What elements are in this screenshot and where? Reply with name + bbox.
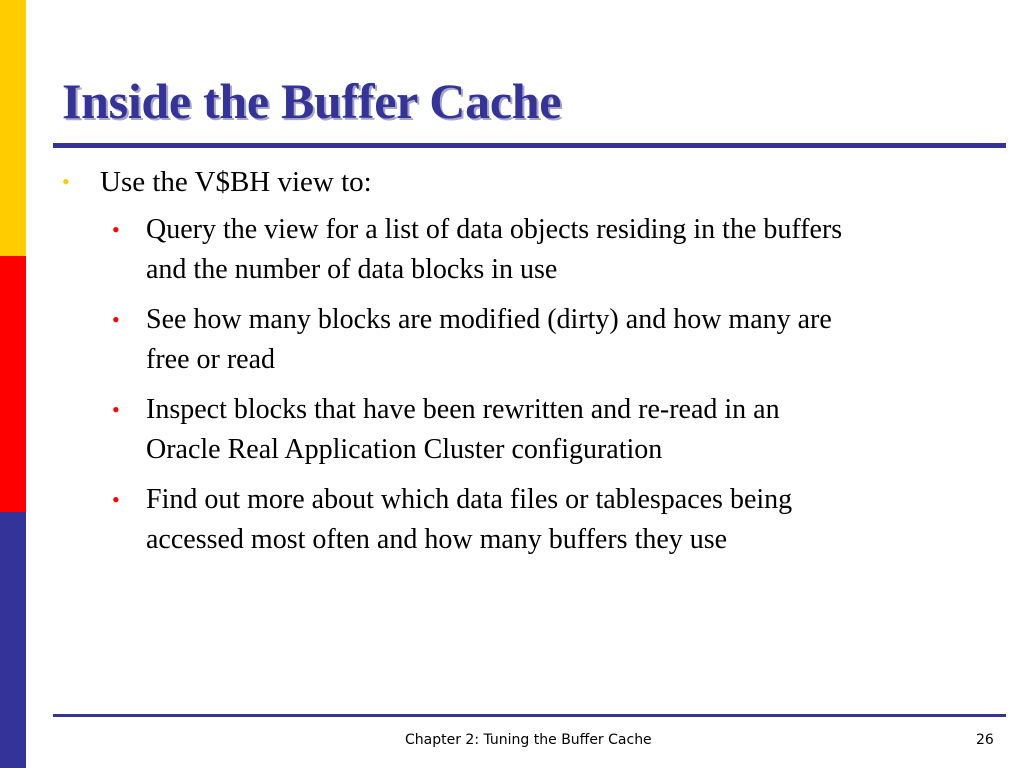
sub-bullet-marker: • — [112, 397, 120, 422]
left-stripe-red — [0, 256, 26, 512]
sub-bullet-line-2: and the number of data blocks in use — [146, 254, 558, 285]
footer-rule — [53, 714, 1006, 717]
footer-page-number: 26 — [976, 732, 994, 748]
sub-bullet-list — [112, 210, 1002, 570]
sub-bullet-line-1: See how many blocks are modified (dirty) and how many are — [146, 304, 832, 335]
sub-bullet-marker: • — [112, 217, 120, 242]
sub-bullet-item — [112, 480, 1002, 560]
sub-bullet-line-2: free or read — [146, 344, 276, 375]
sub-bullet-line-1: Query the view for a list of data objects residing in the buffers — [146, 214, 843, 245]
sub-bullet-marker: • — [112, 307, 120, 332]
sub-bullet-line-2: accessed most often and how many buffers they use — [146, 524, 728, 555]
sub-bullet-item — [112, 300, 1002, 380]
main-bullet-text: Use the V$BH view to: — [100, 166, 372, 198]
left-stripe-blue — [0, 512, 26, 768]
sub-bullet-item — [112, 210, 1002, 290]
title-underline — [53, 143, 1006, 148]
sub-bullet-item — [112, 390, 1002, 470]
main-bullet-marker: • — [62, 169, 70, 194]
footer-chapter-title: Chapter 2: Tuning the Buffer Cache — [405, 732, 652, 748]
left-stripe-yellow — [0, 0, 26, 256]
sub-bullet-line-1: Find out more about which data files or tablespaces being — [146, 484, 793, 515]
sub-bullet-line-2: Oracle Real Application Cluster configuration — [146, 434, 663, 465]
sub-bullet-line-1: Inspect blocks that have been rewritten and re-read in an — [146, 394, 780, 425]
slide-title: Inside the Buffer Cache — [62, 73, 562, 129]
sub-bullet-marker: • — [112, 487, 120, 512]
